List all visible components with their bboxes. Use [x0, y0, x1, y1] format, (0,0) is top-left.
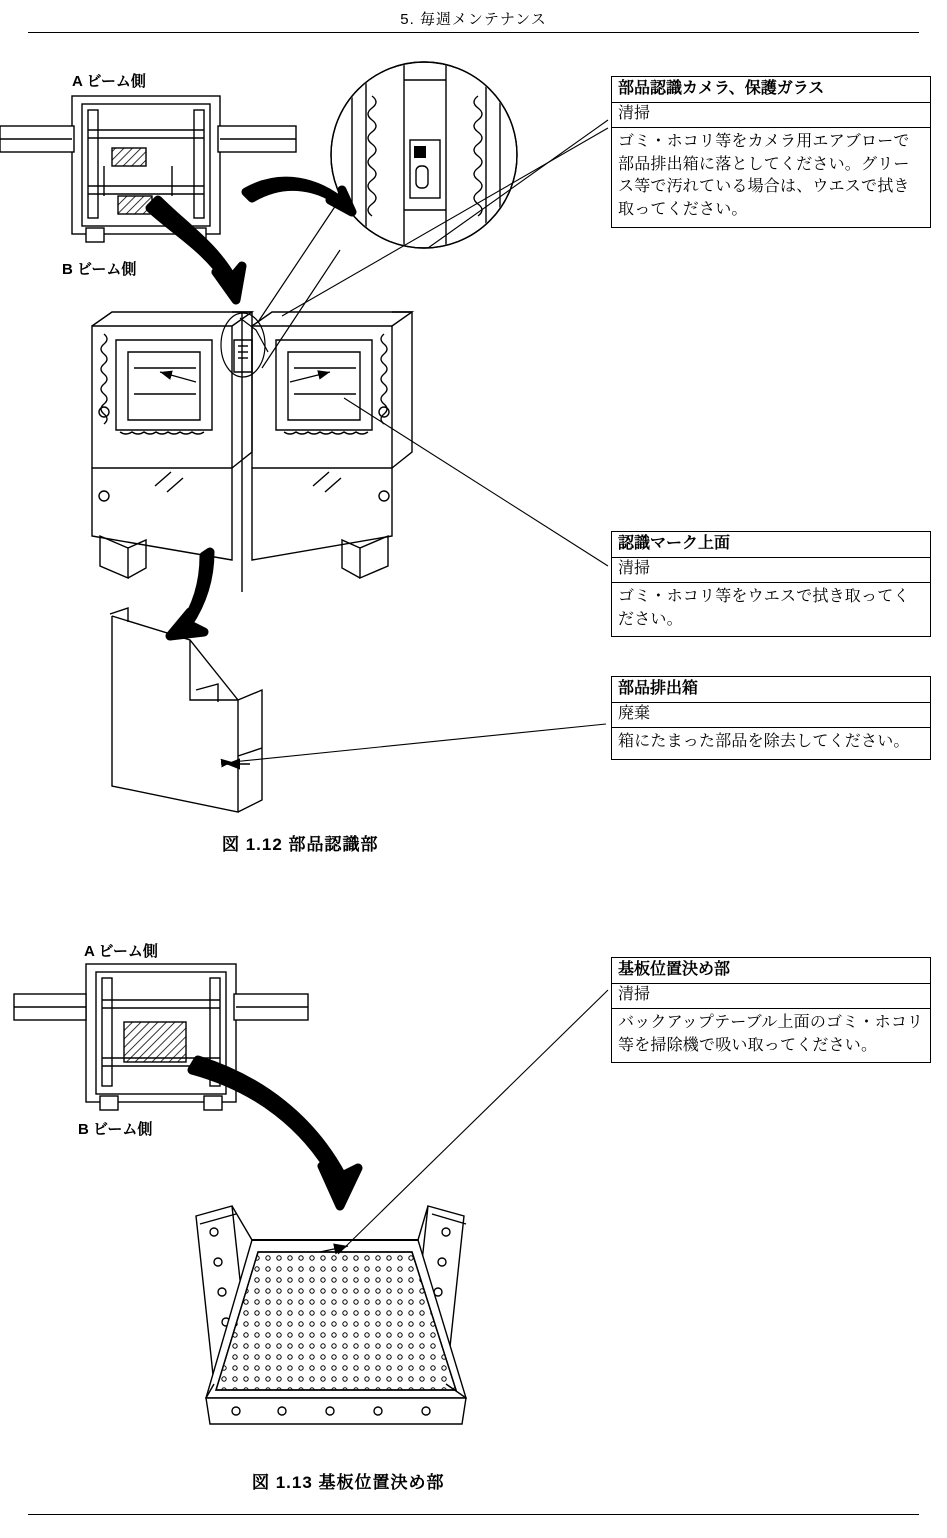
callout-pcb-positioning: [611, 957, 931, 1063]
callout-pcb-positioning-title: 基板位置決め部: [612, 958, 930, 984]
footer-divider: [28, 1514, 919, 1515]
callout-camera: [611, 76, 931, 228]
beam-label-b-fig112: B ビーム側: [62, 261, 137, 278]
page-header: 5. 毎週メンテナンス: [400, 11, 547, 28]
callout-camera-title: 部品認識カメラ、保護ガラス: [612, 77, 930, 103]
callout-discharge-box-body: 箱にたまった部品を除去してください。: [618, 732, 910, 750]
callout-mark: [611, 531, 931, 637]
callout-camera-action: 清掃: [612, 103, 930, 127]
beam-label-a-fig112: A ビーム側: [72, 73, 146, 90]
callout-mark-title: 認識マーク上面: [612, 532, 930, 558]
callout-pcb-positioning-action: 清掃: [612, 984, 930, 1008]
callout-mark-action: 清掃: [612, 558, 930, 582]
callout-camera-body: ゴミ・ホコリ等をカメラ用エアブローで部品排出箱に落としてください。グリース等で汚れている場合は、ウエスで拭き取ってください。: [618, 132, 910, 218]
figure-caption-1-12: 図 1.12 部品認識部: [222, 835, 379, 854]
beam-label-a-fig113: A ビーム側: [84, 943, 158, 960]
callout-pcb-positioning-body: バックアップテーブル上面のゴミ・ホコリ等を掃除機で吸い取ってください。: [618, 1013, 924, 1054]
callout-discharge-box-action: 廃棄: [612, 703, 930, 727]
figure-caption-1-13: 図 1.13 基板位置決め部: [252, 1473, 445, 1492]
beam-label-b-fig113: B ビーム側: [78, 1121, 153, 1138]
callout-mark-body: ゴミ・ホコリ等をウエスで拭き取ってください。: [618, 587, 910, 628]
callout-discharge-box: [611, 676, 931, 760]
callout-discharge-box-title: 部品排出箱: [612, 677, 930, 703]
